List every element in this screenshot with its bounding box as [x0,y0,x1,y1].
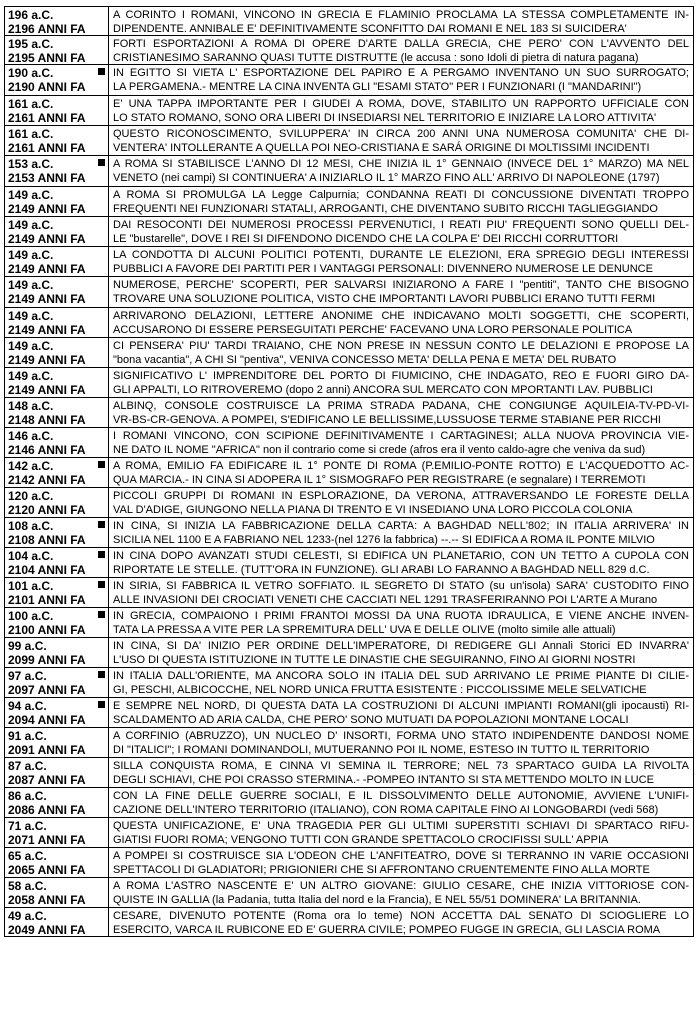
event-line: RIPORTATE LE STELLE. (TUTT'ORA IN FUNZIONE). GLI ARABI LO FARANNO A BAGHDAD NELL 829 d.C. [113,564,650,576]
event-text [109,187,693,216]
table-row [4,216,694,246]
bullet-marker-icon [98,521,105,528]
years-ago-label: 2148 ANNI FA [8,413,86,427]
bullet-marker-icon [98,159,105,166]
event-line: A CORINTO I ROMANI, VINCONO IN GRECIA E FLAMINIO PROCLAMA LA STESSA COMPLETAMENTE IN- [113,9,689,21]
year-label: 149 a.C. [8,278,54,292]
table-row [4,637,694,667]
event-text [109,578,693,607]
year-label: 149 a.C. [8,309,54,323]
event-line: SPETTACOLI DI GLADIATORI; PRIGIONIERI CHE SI AFFRONTANO CRUENTEMENTE FINO ALLA MORTE [113,864,650,876]
date-cell [5,728,109,757]
event-text [109,548,693,577]
event-line: QUESTO RICONOSCIMENTO, SVILUPPERA' IN CIRCA 200 ANNI UNA NUMEROSA COMUNITA' CHE DI- [113,128,689,140]
year-label: 49 a.C. [8,909,47,923]
years-ago-label: 2149 ANNI FA [8,383,86,397]
year-label: 146 a.C. [8,429,54,443]
bullet-marker-icon [98,581,105,588]
table-row [4,125,694,155]
years-ago-label: 2161 ANNI FA [8,141,86,155]
table-row [4,397,694,427]
event-text [109,96,693,125]
table-row [4,907,694,937]
event-line: GI, PESCHI, ALBICOCCHE, NEL NORD UNICA FRUTTA ESISTENTE : PICCOLISSIME MELE SELVATICHE [113,684,647,696]
event-line: A ROMA L'ASTRO NASCENTE E' UN ALTRO GIOVANE: GIULIO CESARE, CHE INIZIA VITTORIOSE CON- [113,880,689,892]
years-ago-label: 2065 ANNI FA [8,863,86,877]
event-line: DEGLI SCHIAVI, CHE POI CRASSO STERMINA.- -POMPEO INTANTO SI STA METTENDO MOLTO IN LUCE [113,774,654,786]
event-line: VR-BS-CR-GENOVA. A POMPEI, S'EDIFICANO LE BELLISSIME,LUSSUOSE TERME STABIANE PER RICCHI [113,414,661,426]
table-row [4,457,694,487]
years-ago-label: 2086 ANNI FA [8,803,86,817]
years-ago-label: 2071 ANNI FA [8,833,86,847]
date-cell [5,156,109,186]
event-line: FREQUENTI NEI FUNZIONARI STATALI, ARROGANTI, CHE DIVENTANO SUBITO RICCHI TAGLIEGGIANDO [113,203,658,215]
table-row [4,64,694,95]
event-text [109,7,693,35]
years-ago-label: 2153 ANNI FA [8,171,86,185]
event-text [109,878,693,907]
event-text [109,247,693,276]
event-line: IN CINA, SI INIZIA LA FABBRICAZIONE DELLA CARTA: A BAGHDAD NELL'802; IN ITALIA ARRIVERA' IN [113,520,689,532]
event-text [109,488,693,517]
event-text [109,398,693,427]
year-label: 65 a.C. [8,849,47,863]
event-text [109,36,693,64]
table-row [4,95,694,125]
bullet-marker-icon [98,68,105,75]
date-cell [5,308,109,337]
event-line: L'USO DI QUESTA ISTITUZIONE IN TUTTE LE DINASTIE CHE SEGUIRANNO, FINO AI GIORNI NOSTRI [113,654,636,666]
event-text [109,277,693,307]
bullet-marker-icon [98,461,105,468]
year-label: 97 a.C. [8,669,47,683]
event-line: PUBBLICI A FAVORE DEI PARTITI PER I VANTAGGI PERSONALI: DIVENNERO NUMEROSE LE DENUNCE [113,263,653,275]
table-row [4,877,694,907]
event-line: TATA LA PRESSA A VITE PER LA SPREMITURA DELL' UVA E DELLE OLIVE (molto simile alle attuali) [113,624,616,636]
event-text [109,608,693,637]
event-text [109,788,693,817]
table-row [4,427,694,457]
event-text [109,908,693,936]
year-label: 101 a.C. [8,579,54,593]
date-cell [5,428,109,457]
year-label: 153 a.C. [8,157,54,171]
year-label: 100 a.C. [8,609,54,623]
years-ago-label: 2149 ANNI FA [8,232,86,246]
event-text [109,758,693,787]
years-ago-label: 2087 ANNI FA [8,773,86,787]
event-line: A ROMA, EMILIO FA EDIFICARE IL 1° PONTE DI ROMA (P.EMILIO-PONTE ROTTO) E L'ACQUEDOTTO AC- [113,460,689,472]
event-text [109,518,693,547]
event-text [109,338,693,367]
event-line: VENTERA' INTOLLERANTE A QUELLA POI NEO-CRISTIANA E SARÁ ORIGINE DI MOLTISSIMI INCIDENTI [113,142,650,154]
event-line: QUISTE IN GALLIA (la Padania, tutta Italia del nord e la Francia), E NEL 55/51 DOMINERA' LA BRITANNIA. [113,894,641,906]
event-line: PICCOLI GRUPPI DI ROMANI IN ESPLORAZIONE, DA VERONA, ATTRAVERSANDO LE FORESTE DELLA [113,490,689,502]
years-ago-label: 2100 ANNI FA [8,623,86,637]
table-row [4,35,694,64]
years-ago-label: 2149 ANNI FA [8,262,86,276]
table-row [4,817,694,847]
years-ago-label: 2149 ANNI FA [8,323,86,337]
year-label: 120 a.C. [8,489,54,503]
event-line: A ROMA SI PROMULGA LA Legge Calpurnia; CONDANNA REATI DI CONCUSSIONE DIVENTATI TROPPO [113,189,689,201]
event-line: ALLE INVASIONI DEI CROCIATI VENETI CHE CACCIATI NEL 1291 TRASFERIRANNO POI L'ARTE A Murano [113,594,658,606]
date-cell [5,187,109,216]
event-text [109,458,693,487]
date-cell [5,488,109,517]
years-ago-label: 2190 ANNI FA [8,80,86,94]
event-line: "bona vacantia", A CHI SI "pentiva", VENIVA CONCESSO META' DELLA PENA E META' DEL RUBATO [113,354,617,366]
event-line: IN SIRIA, SI FABBRICA IL VETRO SOFFIATO. IL SEGRETO DI STATO (su un'isola) SARA' CUSTODITO FINO [113,580,689,592]
table-row [4,547,694,577]
table-row [4,487,694,517]
date-cell [5,548,109,577]
year-label: 195 a.C. [8,37,54,51]
date-cell [5,788,109,817]
event-line: A CORFINIO (ABRUZZO), UN NUCLEO D' INSORTI, FORMA UNO STATO INDIPENDENTE DANDOSI NOME [113,730,689,742]
event-line: QUESTA UNIFICAZIONE, E' UNA TRAGEDIA PER GLI ULTIMI SUPERSTITI SCHIAVI DI SPARTACO RIFU- [113,820,689,832]
date-cell [5,698,109,727]
event-line: LE "bustarelle", DOVE I REI SI DIFENDONO DICENDO CHE LA COLPA E' DEI RICCHI CORRUTTORI [113,233,619,245]
event-line: FORTI ESPORTAZIONI A ROMA DI OPERE D'ARTE DALLA GRECIA, CHE PERO' CON L'AVVENTO DEL [113,38,689,50]
date-cell [5,277,109,307]
event-line: LA CONDOTTA DI ALCUNI POLITICI POTENTI, DURANTE LE ELEZIONI, ERA SPREGIO DEGLI INTERESSI [113,249,689,261]
year-label: 149 a.C. [8,248,54,262]
year-label: 87 a.C. [8,759,47,773]
event-line: CON LA FINE DELLE GUERRE SOCIALI, E IL DISSOLVIMENTO DELLE AUTONOMIE, AVVIENE L'UNIFI- [113,790,689,802]
event-line: QUA MARCIA.- IN CINA SI ADOPERA IL 1° SISMOGRAFO PER REGISTRARE (e segnalare) I TERREMOTI [113,474,646,486]
date-cell [5,848,109,877]
table-row [4,367,694,397]
event-line: E SEMPRE NEL NORD, DI QUESTA DATA LA COSTRUZIONI DI ALCUNI IMPIANTI ROMANI(gli ipocausti) RI- [113,700,689,712]
event-line: CRISTIANESIMO SARANNO QUASI TUTTE DISTRUTTE (le accusa : sono Idoli di pietra di natura pagana) [113,52,639,64]
year-label: 190 a.C. [8,66,54,80]
event-line: CI PENSERA' PIU' TARDI TRAIANO, CHE NON PRESE IN NESSUN CONTO LE DELAZIONI E PROPOSE LA [113,340,689,352]
table-row [4,727,694,757]
event-text [109,638,693,667]
year-label: 149 a.C. [8,218,54,232]
event-text [109,668,693,697]
event-line: VENETO (nei campi) SI CONTINUERA' A INIZIARLO IL 1° MARZO FINO ALL' ARRIVO DI NAPOLEONE (1797) [113,172,660,184]
event-line: NE DATO IL NOME "AFRICA" non il contrario come si crede (afros era il vento caldo-agre che veniva da sud) [113,444,646,456]
table-row [4,787,694,817]
date-cell [5,217,109,246]
table-row [4,337,694,367]
date-cell [5,758,109,787]
table-row [4,155,694,186]
event-line: DI "ITALICI"; I ROMANI DOMINANDOLI, MUTUERANNO POI IL NOME, ESTESO IN TUTTO IL TERRITORIO [113,744,650,756]
event-line: NUMEROSE, PERCHE' SCOPERTI, PER SALVARSI INIZIARONO A FARE I "pentiti", TANTO CHE BISOGNO [113,279,689,291]
year-label: 91 a.C. [8,729,47,743]
event-line: ALBINQ, CONSOLE COSTRUISCE LA PRIMA STRADA PADANA, CHE CONGIUNGE AQUILEIA-TV-PD-VI- [113,400,689,412]
date-cell [5,398,109,427]
event-line: IN CINA, SI DA' INIZIO PER ORDINE DELL'IMPERATORE, DI REDIGERE GLI Annali Storici ED INVARRA' [113,640,689,652]
date-cell [5,668,109,697]
event-text [109,848,693,877]
date-cell [5,908,109,936]
year-label: 149 a.C. [8,369,54,383]
year-label: 99 a.C. [8,639,47,653]
years-ago-label: 2149 ANNI FA [8,292,86,306]
date-cell [5,818,109,847]
date-cell [5,7,109,35]
event-line: SILLA CONQUISTA ROMA, E CINNA VI SEMINA IL TERRORE; NEL 73 SPARTACO GUIDA LA RIVOLTA [113,760,689,772]
year-label: 142 a.C. [8,459,54,473]
table-row [4,6,694,35]
years-ago-label: 2101 ANNI FA [8,593,86,607]
years-ago-label: 2058 ANNI FA [8,893,86,907]
table-row [4,246,694,276]
date-cell [5,126,109,155]
event-line: CESARE, DIVENUTO POTENTE (Roma ora lo teme) NON ACCETTA DAL SENATO DI SCIOGLIERE LO [113,910,689,922]
years-ago-label: 2142 ANNI FA [8,473,86,487]
year-label: 86 a.C. [8,789,47,803]
year-label: 104 a.C. [8,549,54,563]
event-line: ESERCITO, VARCA IL RUBICONE ED E' GUERRA CIVILE; POMPEO FUGGE IN GRECIA, GLI LASCIA ROMA [113,924,661,936]
table-row [4,186,694,216]
event-line: A ROMA SI STABILISCE L'ANNO DI 12 MESI, CHE INIZIA IL 1° GENNAIO (INVECE DEL 1° MARZO) MA NEL [113,158,689,170]
date-cell [5,608,109,637]
years-ago-label: 2049 ANNI FA [8,923,86,937]
event-line: SCALDAMENTO AD ARIA CALDA, CHE PERO' SONO MUTUATI DA POPOLAZIONI MONTANE LOCALI [113,714,629,726]
table-row [4,577,694,607]
event-text [109,308,693,337]
event-text [109,428,693,457]
years-ago-label: 2149 ANNI FA [8,353,86,367]
event-line: ARRIVARONO DELAZIONI, LETTERE ANONIME CHE INDICAVANO MOLTI SOGGETTI, CHE SCOPERTI, [113,310,689,322]
years-ago-label: 2091 ANNI FA [8,743,86,757]
bullet-marker-icon [98,701,105,708]
years-ago-label: 2146 ANNI FA [8,443,86,457]
event-text [109,368,693,397]
table-row [4,697,694,727]
year-label: 58 a.C. [8,879,47,893]
event-line: IN CINA DOPO AVANZATI STUDI CELESTI, SI EDIFICA UN PLANETARIO, CON UN TETTO A CUPOLA CON [113,550,689,562]
date-cell [5,247,109,276]
date-cell [5,458,109,487]
date-cell [5,578,109,607]
date-cell [5,36,109,64]
years-ago-label: 2104 ANNI FA [8,563,86,577]
table-row [4,517,694,547]
date-cell [5,65,109,95]
date-cell [5,368,109,397]
event-line: DIPENDENTE. ANNIBALE E' DEFINITIVAMENTE SCONFITTO DAI ROMANI E NEL 183 SI SUICIDERA' [113,23,627,35]
event-line: IN EGITTO SI VIETA L' ESPORTAZIONE DEL PAPIRO E A PERGAMO INVENTANO UN SUO SURROGATO; [113,67,689,79]
years-ago-label: 2196 ANNI FA [8,22,86,36]
years-ago-label: 2149 ANNI FA [8,202,86,216]
table-row [4,607,694,637]
year-label: 149 a.C. [8,339,54,353]
event-line: TROVARE UNA SOLUZIONE POLITICA, VISTO CHE IMPORTANTI LAVORI PUBBLICI ERANO TUTTI FERMI [113,293,656,305]
event-line: ACCUSARONO DI ESSERE PERSEGUITATI PERCHE' FACEVANO UNA LORO PERSONALE POLITICA [113,324,633,336]
date-cell [5,638,109,667]
event-line: IN GRECIA, COMPAIONO I PRIMI FRANTOI MOSSI DA UNA RUOTA IDRAULICA, E VIENE ANCHE INVEN- [113,610,689,622]
bullet-marker-icon [98,671,105,678]
bullet-marker-icon [98,551,105,558]
event-line: VAL D'ADIGE, GIUNGONO NELLA PIANA DI TRENTO E VI INSEDIANO UNA LORO PICCOLA COLONIA [113,504,633,516]
event-text [109,818,693,847]
date-cell [5,878,109,907]
table-row [4,307,694,337]
year-label: 71 a.C. [8,819,47,833]
event-text [109,156,693,186]
event-line: GIATISI FUORI ROMA; VENGONO TUTTI CON GRANDE SPETTACOLO CROCIFISSI SULL' APPIA [113,834,609,846]
event-line: SICILIA NEL 1100 E A FABRIANO NEL 1233-(nel 1276 la fabbrica) --.-- SI EDIFICA A ROMA IL PONTE MILVIO [113,534,655,546]
year-label: 161 a.C. [8,127,54,141]
event-line: GLI APPALTI, LO RITROVEREMO (dopo 2 anni) ANCORA SUL MERCATO CON MPORTANTI LAV. PUBBLICI [113,384,653,396]
year-label: 161 a.C. [8,97,54,111]
event-line: LO STATO ROMANO, SONO ORA LIBERI DI INSEDIARSI NEL TERRITORIO E INIZIARE LA LORO ATTIVITA' [113,112,657,124]
event-text [109,126,693,155]
year-label: 196 a.C. [8,8,54,22]
bullet-marker-icon [98,611,105,618]
date-cell [5,96,109,125]
date-cell [5,338,109,367]
event-text [109,65,693,95]
year-label: 149 a.C. [8,188,54,202]
event-line: E' UNA TAPPA IMPORTANTE PER I GIUDEI A ROMA, DOVE, STABILITO UN RAPPORTO UFFICIALE CON [113,98,689,110]
years-ago-label: 2108 ANNI FA [8,533,86,547]
event-text [109,698,693,727]
years-ago-label: 2195 ANNI FA [8,51,86,65]
years-ago-label: 2161 ANNI FA [8,111,86,125]
timeline-table [4,6,694,937]
event-text [109,728,693,757]
year-label: 148 a.C. [8,399,54,413]
event-line: IN ITALIA DALL'ORIENTE, MA ANCORA SOLO IN ITALIA DEL SUD ARRIVANO LE PRIME PIANTE DI CILIE- [113,670,689,682]
event-line: I ROMANI VINCONO, CON SCIPIONE DEFINITIVAMENTE I CARTAGINESI; ALLA NUOVA PROVINCIA VIE- [113,430,689,442]
date-cell [5,518,109,547]
year-label: 108 a.C. [8,519,54,533]
table-row [4,276,694,307]
years-ago-label: 2097 ANNI FA [8,683,86,697]
years-ago-label: 2120 ANNI FA [8,503,86,517]
event-line: LA PERGAMENA.- MENTRE LA CINA INVENTA GLI "ESAMI STATO" PER I FUNZIONARI (I "MANDARINI") [113,81,642,93]
year-label: 94 a.C. [8,699,47,713]
event-line: DAI RESOCONTI DEI NUMEROSI PROCESSI PERVENUTICI, I REATI PIU' FREQUENTI SONO QUELLI DEL- [113,219,689,231]
event-line: A POMPEI SI COSTRUISCE SIA L'ODEON CHE L'ANFITEATRO, DOVE SI TERRANNO IN VARIE OCCASIONI [113,850,689,862]
years-ago-label: 2099 ANNI FA [8,653,86,667]
table-row [4,757,694,787]
table-row [4,847,694,877]
event-line: SIGNIFICATIVO L' IMPRENDITORE DEL PORTO DI FIUMICINO, CHE INDAGATO, REO E FUORI GIRO DA- [113,370,689,382]
event-line: CAZIONE DELL'INTERO TERRITORIO (ITALIANO), CON ROMA CAPITALE FINO AI LONGOBARDI (vedi 568) [113,804,659,816]
table-row [4,667,694,697]
years-ago-label: 2094 ANNI FA [8,713,86,727]
event-text [109,217,693,246]
